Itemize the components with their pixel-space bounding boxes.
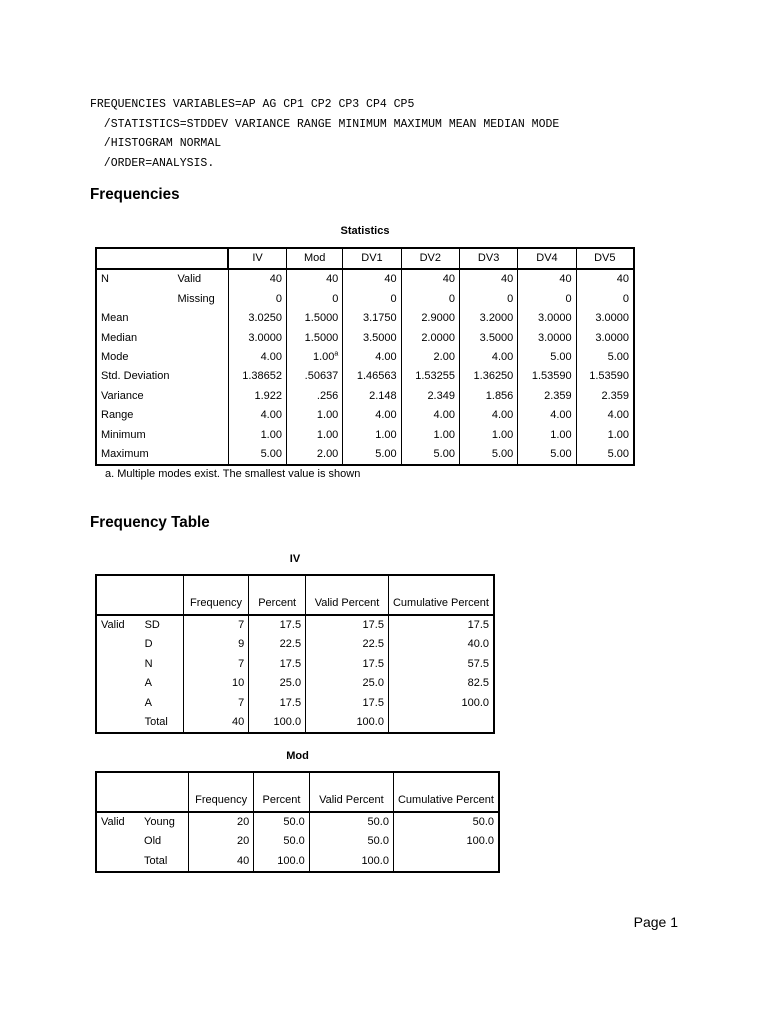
- statistic-cell: [401, 269, 459, 289]
- row-sublabel: [173, 329, 228, 348]
- statistic-cell: [343, 367, 401, 386]
- syntax-line: /STATISTICS=STDDEV VARIANCE RANGE MINIMUM MAXIMUM MEAN MEDIAN MODE: [90, 117, 560, 131]
- statistic-cell: [459, 290, 517, 309]
- table-cell: 100.0: [309, 852, 393, 872]
- row-label: Total: [144, 854, 168, 867]
- row-group: Valid: [101, 619, 125, 631]
- row-label: A: [144, 696, 152, 709]
- column-header: Frequency: [183, 575, 248, 615]
- table-row: [96, 655, 494, 674]
- row-group: [96, 832, 140, 851]
- statistic-value: 3.1750: [362, 312, 397, 325]
- statistic-cell: [343, 329, 401, 348]
- statistic-value: 2.0000: [421, 331, 455, 344]
- column-header: DV5: [576, 248, 634, 269]
- statistic-value: 4.00: [375, 409, 397, 422]
- statistic-cell: [518, 348, 576, 367]
- statistic-cell: [286, 445, 342, 465]
- statistic-value: 1.00: [316, 409, 339, 422]
- statistics-row: [96, 290, 634, 309]
- statistic-cell: [228, 269, 286, 289]
- statistic-value: 4.00: [491, 351, 514, 364]
- statistic-cell: [401, 367, 459, 386]
- statistic-value: 1.36250: [473, 370, 514, 383]
- statistic-value: 1.922: [254, 389, 282, 402]
- statistic-value: 3.2000: [479, 312, 514, 325]
- table-cell: 50.0: [309, 812, 393, 832]
- statistic-value: 1.00: [550, 428, 572, 441]
- statistic-cell: [401, 406, 459, 425]
- row-group: [96, 852, 140, 872]
- statistic-value: 5.00: [607, 448, 629, 461]
- syntax-line: /ORDER=ANALYSIS.: [90, 156, 215, 170]
- statistic-cell: [286, 309, 342, 328]
- statistic-value: 4.00: [260, 351, 282, 364]
- table-cell: 50.0: [309, 832, 393, 851]
- table-cell: 7: [183, 615, 248, 635]
- statistic-value: 40: [326, 273, 339, 286]
- statistic-cell: [576, 309, 634, 328]
- table-cell: 22.5: [249, 635, 306, 654]
- row-label: [96, 290, 173, 309]
- statistic-value: 40: [501, 273, 514, 286]
- column-header: Valid Percent: [309, 772, 393, 812]
- statistic-value: 5.00: [375, 448, 397, 461]
- statistic-value: 4.00: [550, 409, 572, 422]
- statistic-cell: [576, 269, 634, 289]
- statistic-cell: [228, 426, 286, 445]
- statistic-cell: [518, 426, 576, 445]
- statistics-row: [96, 329, 634, 348]
- statistic-cell: [518, 367, 576, 386]
- statistic-value: 1.00: [607, 428, 629, 441]
- statistic-cell: [459, 406, 517, 425]
- footnote-marker: a: [334, 350, 339, 358]
- statistic-value: 2.349: [427, 389, 455, 402]
- statistics-row: [96, 309, 634, 328]
- statistic-value: 0: [622, 292, 629, 305]
- statistic-cell: [228, 329, 286, 348]
- statistic-cell: [401, 426, 459, 445]
- table-cell: 17.5: [388, 615, 494, 635]
- statistic-cell: [228, 406, 286, 425]
- statistics-row: [96, 367, 634, 386]
- table-cell: 17.5: [249, 694, 306, 713]
- statistic-value: 5.00: [550, 351, 572, 364]
- row-group: [96, 674, 141, 693]
- statistic-cell: [228, 348, 286, 367]
- statistic-cell: [401, 290, 459, 309]
- row-label: Old: [144, 835, 162, 848]
- row-sublabel: [173, 445, 228, 465]
- column-header: Valid Percent: [306, 575, 389, 615]
- row-label: Minimum: [101, 428, 146, 441]
- syntax-line: /HISTOGRAM NORMAL: [90, 137, 222, 150]
- statistic-cell: [228, 387, 286, 406]
- row-sublabel: [173, 348, 228, 367]
- statistics-row: [96, 387, 634, 406]
- statistics-row: [96, 406, 634, 425]
- row-label: Mode: [101, 351, 129, 364]
- table-cell: 17.5: [249, 615, 306, 635]
- table-cell: 40: [183, 713, 248, 733]
- table-cell: 9: [183, 635, 248, 654]
- row-label: Range: [101, 409, 134, 422]
- statistic-value: 3.0250: [248, 312, 282, 325]
- table-cell: 100.0: [306, 713, 389, 733]
- statistic-cell: [576, 387, 634, 406]
- iv-frequency-table: [95, 574, 495, 734]
- table-row: [96, 674, 494, 693]
- statistics-row: [96, 426, 634, 445]
- table-cell: 10: [183, 674, 248, 693]
- statistic-cell: [401, 445, 459, 465]
- column-header: Cumulative Percent: [388, 575, 494, 615]
- statistic-cell: [286, 406, 342, 425]
- table-cell: 82.5: [388, 674, 494, 693]
- statistic-value: 1.53255: [415, 370, 455, 383]
- statistic-value: 0: [332, 292, 339, 305]
- statistic-value: 1.00: [491, 428, 514, 441]
- row-label: Median: [101, 331, 138, 344]
- statistic-cell: [576, 290, 634, 309]
- row-sublabel: [173, 309, 228, 328]
- column-header: Percent: [254, 772, 310, 812]
- row-label: Total: [144, 716, 168, 729]
- table-cell: 40.0: [388, 635, 494, 654]
- statistic-cell: [286, 348, 342, 367]
- statistic-value: 2.9000: [421, 312, 455, 325]
- table-cell: 50.0: [254, 832, 310, 851]
- table-cell: 100.0: [249, 713, 306, 733]
- statistic-value: .50637: [304, 370, 339, 383]
- frequency-table-heading: Frequency Table: [90, 514, 210, 531]
- statistic-value: 0: [507, 292, 514, 305]
- statistics-table: [95, 247, 635, 466]
- table-cell: 20: [188, 812, 253, 832]
- column-header: IV: [228, 248, 286, 269]
- corner-cell: [96, 248, 228, 269]
- statistics-row: [96, 348, 634, 367]
- statistic-value: 40: [384, 273, 397, 286]
- page-number: Page 1: [633, 914, 678, 930]
- statistic-value: 0: [390, 292, 397, 305]
- row-label: D: [144, 638, 153, 651]
- statistic-value: 0: [565, 292, 572, 305]
- statistic-value: 1.53590: [531, 370, 572, 383]
- row-group: [96, 635, 141, 654]
- statistic-cell: [286, 290, 342, 309]
- statistic-value: 2.148: [369, 389, 397, 402]
- statistic-value: 4.00: [260, 409, 282, 422]
- table-cell: [393, 852, 499, 872]
- mod-table-body: [96, 812, 499, 872]
- row-label: SD: [144, 619, 160, 631]
- table-cell: 17.5: [306, 615, 389, 635]
- row-sublabel: [173, 406, 228, 425]
- statistic-value: .256: [316, 389, 339, 402]
- statistic-value: 3.5000: [479, 331, 514, 344]
- row-sublabel: Missing: [177, 292, 215, 305]
- table-cell: 100.0: [388, 694, 494, 713]
- statistic-value: 1.53590: [589, 370, 629, 383]
- statistic-cell: [459, 269, 517, 289]
- table-cell: 7: [183, 655, 248, 674]
- corner-cell: [96, 772, 188, 812]
- statistic-cell: [459, 445, 517, 465]
- statistic-value: 3.0000: [595, 312, 629, 325]
- statistic-cell: [343, 348, 401, 367]
- statistic-value: 4.00: [433, 409, 455, 422]
- table-cell: 17.5: [249, 655, 306, 674]
- table-row: [96, 694, 494, 713]
- iv-header-row: [96, 575, 494, 615]
- table-cell: 100.0: [254, 852, 310, 872]
- row-sublabel: [173, 387, 228, 406]
- row-sublabel: [173, 426, 228, 445]
- statistic-value: 2.359: [601, 389, 629, 402]
- statistic-value: 5.00: [550, 448, 572, 461]
- statistic-cell: [286, 387, 342, 406]
- mod-frequency-table: [95, 771, 500, 873]
- statistic-value: 1.00: [260, 428, 282, 441]
- statistic-value: 1.00: [312, 351, 335, 364]
- statistic-value: 3.0000: [248, 331, 282, 344]
- iv-table-title: IV: [289, 553, 301, 565]
- column-header: DV1: [343, 248, 401, 269]
- statistic-cell: [343, 290, 401, 309]
- row-sublabel: [173, 367, 228, 386]
- table-row: [96, 852, 499, 872]
- statistic-value: 4.00: [607, 409, 629, 422]
- statistic-cell: [518, 329, 576, 348]
- table-cell: 50.0: [393, 812, 499, 832]
- table-cell: 17.5: [306, 694, 389, 713]
- column-header: Cumulative Percent: [393, 772, 499, 812]
- statistic-cell: [286, 367, 342, 386]
- table-row: [96, 812, 499, 832]
- column-header: DV4: [518, 248, 576, 269]
- table-cell: 17.5: [306, 655, 389, 674]
- statistics-title: Statistics: [340, 225, 390, 237]
- statistic-value: 1.5000: [304, 331, 339, 344]
- statistics-header-row: [96, 248, 634, 269]
- statistic-cell: [228, 367, 286, 386]
- table-row: [96, 635, 494, 654]
- statistic-cell: [459, 309, 517, 328]
- table-cell: 40: [188, 852, 253, 872]
- statistic-cell: [286, 329, 342, 348]
- table-cell: 7: [183, 694, 248, 713]
- row-label: Std. Deviation: [101, 370, 170, 383]
- row-label: Mean: [101, 312, 129, 325]
- statistic-value: 40: [442, 273, 455, 286]
- statistic-cell: [459, 367, 517, 386]
- statistic-value: 1.38652: [242, 370, 282, 383]
- row-group: Valid: [101, 816, 125, 828]
- table-cell: 22.5: [306, 635, 389, 654]
- row-label: N: [101, 273, 109, 286]
- statistic-value: 1.46563: [356, 370, 397, 383]
- statistic-value: 1.00: [433, 428, 455, 441]
- statistic-cell: [576, 367, 634, 386]
- table-cell: [388, 713, 494, 733]
- column-header: Frequency: [188, 772, 253, 812]
- statistic-value: 3.5000: [362, 331, 397, 344]
- statistic-cell: [228, 290, 286, 309]
- statistic-cell: [576, 348, 634, 367]
- statistic-value: 5.00: [260, 448, 282, 461]
- statistic-cell: [228, 309, 286, 328]
- column-header: DV3: [459, 248, 517, 269]
- statistic-cell: [576, 406, 634, 425]
- statistic-value: 2.00: [433, 351, 455, 364]
- table-cell: 20: [188, 832, 253, 851]
- column-header: Mod: [286, 248, 342, 269]
- table-cell: 25.0: [306, 674, 389, 693]
- statistic-cell: [401, 329, 459, 348]
- row-label: A: [144, 677, 152, 690]
- statistic-cell: [518, 406, 576, 425]
- statistic-cell: [286, 426, 342, 445]
- statistic-cell: [576, 426, 634, 445]
- statistic-cell: [459, 387, 517, 406]
- row-label: Maximum: [101, 448, 149, 461]
- statistic-cell: [518, 387, 576, 406]
- statistic-cell: [343, 269, 401, 289]
- statistic-value: 4.00: [491, 409, 514, 422]
- statistic-cell: [228, 445, 286, 465]
- frequencies-heading: Frequencies: [90, 186, 180, 203]
- mod-table-title: Mod: [286, 750, 309, 762]
- row-group: [96, 713, 141, 733]
- statistics-body: [96, 269, 634, 465]
- statistic-cell: [343, 426, 401, 445]
- table-cell: 57.5: [388, 655, 494, 674]
- syntax-block: [90, 95, 559, 173]
- statistic-value: 5.00: [607, 351, 629, 364]
- statistic-value: 4.00: [375, 351, 397, 364]
- statistic-cell: [576, 445, 634, 465]
- row-label: N: [144, 657, 153, 670]
- iv-table-body: [96, 615, 494, 733]
- statistic-value: 3.0000: [537, 331, 572, 344]
- statistic-cell: [343, 387, 401, 406]
- column-header: DV2: [401, 248, 459, 269]
- table-row: [96, 713, 494, 733]
- table-cell: 50.0: [254, 812, 310, 832]
- statistic-value: 2.00: [316, 448, 339, 461]
- row-sublabel: Valid: [177, 273, 202, 286]
- statistic-cell: [343, 406, 401, 425]
- statistic-cell: [343, 309, 401, 328]
- column-header: Percent: [249, 575, 306, 615]
- statistic-cell: [401, 309, 459, 328]
- statistic-cell: [459, 348, 517, 367]
- statistic-value: 40: [559, 273, 572, 286]
- statistic-value: 3.0000: [537, 312, 572, 325]
- statistic-cell: [459, 426, 517, 445]
- statistic-cell: [401, 348, 459, 367]
- statistic-cell: [576, 329, 634, 348]
- statistics-row: [96, 269, 634, 289]
- table-row: [96, 832, 499, 851]
- statistic-cell: [401, 387, 459, 406]
- statistic-value: 1.00: [316, 428, 339, 441]
- syntax-line: FREQUENCIES VARIABLES=AP AG CP1 CP2 CP3 CP4 CP5: [90, 98, 415, 111]
- statistic-cell: [518, 445, 576, 465]
- row-label: Variance: [101, 389, 144, 402]
- statistic-cell: [518, 309, 576, 328]
- statistic-cell: [518, 290, 576, 309]
- statistic-value: 0: [275, 292, 282, 305]
- table-cell: 25.0: [249, 674, 306, 693]
- table-cell: 100.0: [393, 832, 499, 851]
- statistic-value: 1.5000: [304, 312, 339, 325]
- mod-header-row: [96, 772, 499, 812]
- statistic-value: 2.359: [544, 389, 572, 402]
- corner-cell: [96, 575, 183, 615]
- statistic-cell: [459, 329, 517, 348]
- statistic-value: 40: [616, 273, 629, 286]
- statistic-value: 40: [269, 273, 282, 286]
- statistics-footnote: a. Multiple modes exist. The smallest value is shown: [105, 468, 361, 480]
- row-label: Young: [144, 816, 175, 828]
- statistic-value: 0: [448, 292, 455, 305]
- row-group: [96, 694, 141, 713]
- statistic-cell: [343, 445, 401, 465]
- statistics-row: [96, 445, 634, 465]
- statistic-value: 1.00: [375, 428, 397, 441]
- statistic-cell: [518, 269, 576, 289]
- statistic-value: 5.00: [433, 448, 455, 461]
- statistic-cell: [286, 269, 342, 289]
- statistic-value: 5.00: [491, 448, 514, 461]
- row-group: [96, 655, 141, 674]
- statistic-value: 3.0000: [595, 331, 629, 344]
- table-row: [96, 615, 494, 635]
- statistic-value: 1.856: [485, 389, 514, 402]
